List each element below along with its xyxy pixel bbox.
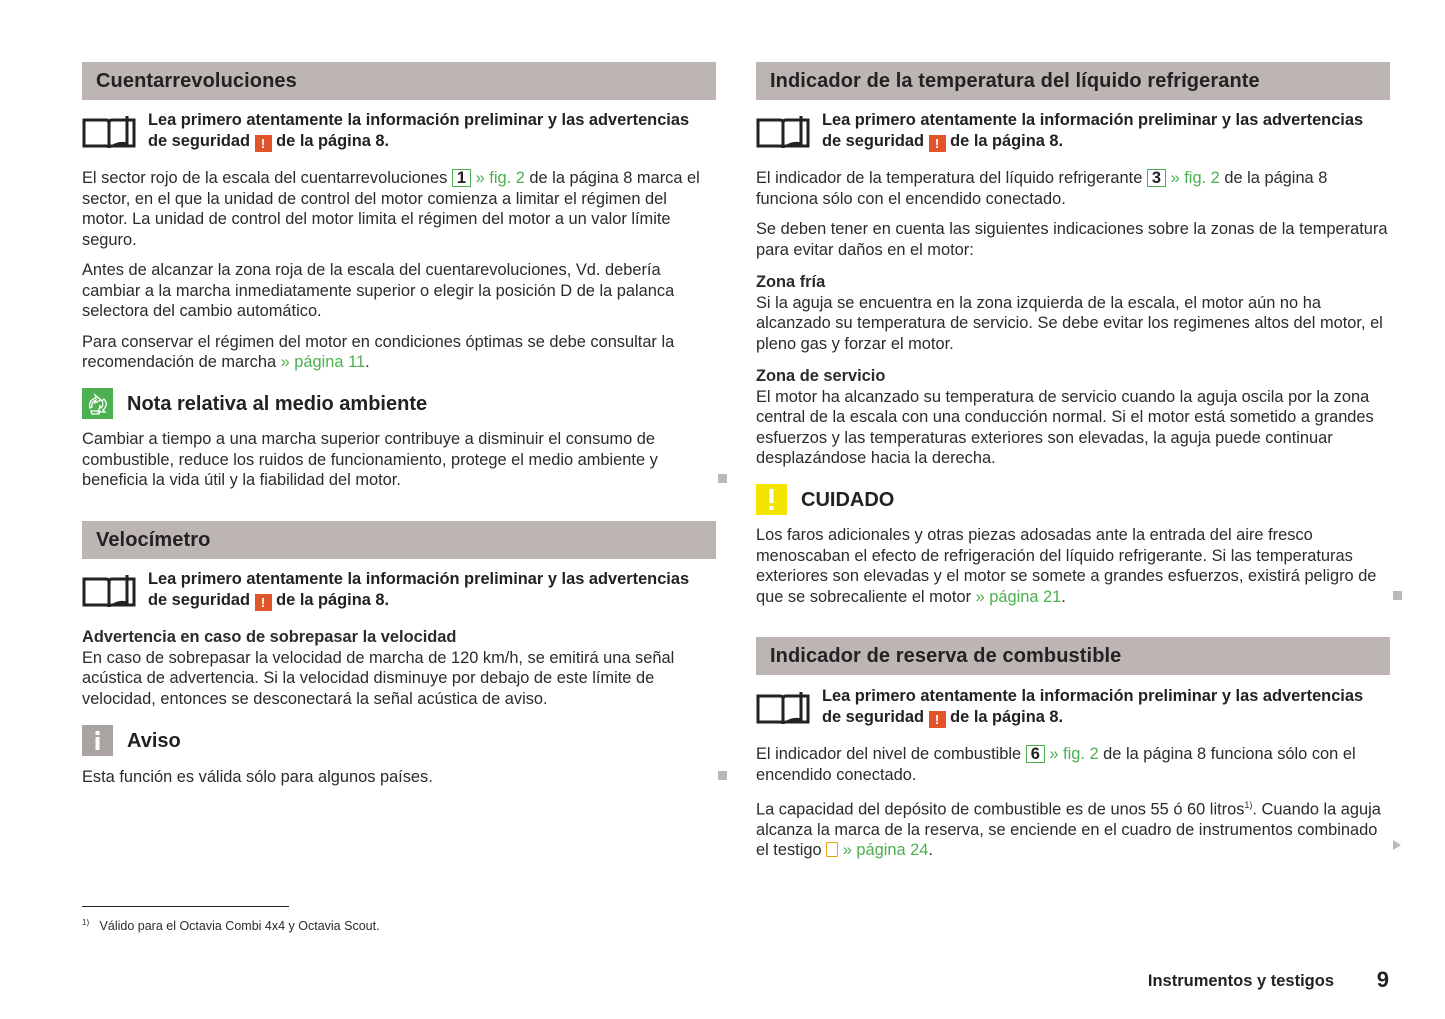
footer-section-title: Instrumentos y testigos	[1147, 972, 1334, 990]
subheading: Advertencia en caso de sobrepasar la velocidad	[82, 628, 457, 646]
figure-link[interactable]: » fig. 2	[475, 169, 525, 187]
note-title: CUIDADO	[801, 489, 895, 511]
notice-text: Lea primero atentamente la información preliminar y las advertencias	[822, 111, 1364, 129]
environment-icon	[82, 388, 113, 419]
figure-link[interactable]: » fig. 2	[1170, 169, 1220, 187]
subheading: Zona fría	[756, 273, 826, 291]
page-link[interactable]: » página 24	[842, 841, 929, 860]
figure-callout: 3	[1147, 169, 1166, 187]
figure-callout: 6	[1026, 745, 1045, 763]
notice-text: de seguridad	[148, 131, 251, 150]
note-text: Esta función es válida sólo para algunos países.	[82, 768, 433, 786]
notice-text: Lea primero atentamente la información preliminar y las advertencias	[822, 687, 1364, 705]
caution-note	[756, 484, 1390, 516]
book-icon	[82, 114, 136, 150]
warning-icon: !	[255, 594, 272, 611]
book-icon	[756, 690, 810, 726]
page-number: 9	[1376, 967, 1389, 992]
section-header-fuel: Indicador de reserva de combustible	[756, 637, 1390, 675]
footnote-divider	[82, 906, 289, 907]
fuel-pump-icon	[826, 842, 838, 857]
paragraph	[82, 627, 716, 709]
footnote: $^{1)}$ Válido para el Octavia Combi 4x4 y Octavia Scout.	[82, 918, 380, 934]
paragraph: En caso de sobrepasar la velocidad de marcha de 120 km/h, se emitirá una señal acústica de advertencia. Si la velocidad disminuye por debajo de este límite de velocidad, entonces se desconectará la señal acústica de aviso.	[82, 648, 675, 708]
continue-arrow-icon	[1393, 840, 1401, 850]
subheading: Zona de servicio	[756, 367, 886, 385]
environment-note	[82, 388, 716, 420]
section-end-marker	[718, 474, 727, 483]
notice-text: de seguridad	[822, 131, 925, 150]
note-text: Cambiar a tiempo a una marcha superior contribuye a disminuir el consumo de combustible, reduce los ruidos de funcionamiento, protege el medio ambiente y beneficia la vida útil y la fiabilidad del motor.	[82, 430, 658, 489]
section-header-coolant: Indicador de la temperatura del líquido refrigerante	[756, 62, 1390, 100]
note-title: Aviso	[127, 730, 181, 752]
footnote-ref: 1)	[1244, 800, 1253, 810]
paragraph: Antes de alcanzar la zona roja de la escala del cuentarevoluciones, Vd. debería cambiar a la marcha inmediatamente superior o elegir la posición D de la palanca selectora del cambio automático.	[82, 261, 675, 320]
notice-text: Lea primero atentamente la información preliminar y las advertencias	[148, 570, 690, 588]
safety-notice	[756, 686, 1390, 730]
notice-text: Lea primero atentamente la información preliminar y las advertencias	[148, 111, 690, 129]
notice-text: de la página 8.	[276, 131, 390, 150]
page-link[interactable]: » página 21	[975, 587, 1062, 606]
book-icon	[82, 573, 136, 609]
notice-text: de la página 8.	[950, 707, 1064, 726]
figure-link[interactable]: » fig. 2	[1049, 745, 1099, 763]
paragraph: El indicador del nivel de combustible 6 » fig. 2 de la página 8 funciona sólo con el encendido conectado. La capacidad del depósito de combustible es de unos 55 ó 60 litros$^{1)}$. Cuando la aguja alcanza la marca de la reserva, se enciende en el cuadro de instrumentos combinado el testigo » página 24.	[756, 745, 1381, 860]
section-header-speedometer: Velocímetro	[82, 521, 716, 559]
section-header-tachometer: Cuentarrevoluciones	[82, 62, 716, 100]
warning-icon: !	[929, 711, 946, 728]
caution-icon	[756, 484, 787, 515]
notice-text: de la página 8.	[276, 590, 390, 609]
paragraph: Se deben tener en cuenta las siguientes indicaciones sobre la zonas de la temperatura para evitar daños en el motor:	[756, 220, 1388, 259]
safety-notice	[756, 110, 1390, 154]
info-note	[82, 725, 716, 757]
notice-text: de seguridad	[822, 707, 925, 726]
note-title: Nota relativa al medio ambiente	[127, 393, 428, 415]
paragraph: El motor ha alcanzado su temperatura de servicio cuando la aguja oscila por la zona central de la escala con una conducción normal. Si el motor está sometido a grandes esfuerzos y las temperaturas exteriores son elevadas, la aguja puede continuar desplazándose hacia la derecha.	[756, 387, 1374, 467]
paragraph: Si la aguja se encuentra en la zona izquierda de la escala, el motor aún no ha alcanzado su temperatura de servicio. Se debe evitar los regimenes altos del motor, el pleno gas y forzar el motor.	[756, 293, 1383, 353]
book-icon	[756, 114, 810, 150]
paragraph: El indicador de la temperatura del líquido refrigerante 3 » fig. 2 de la página 8 funciona sólo con el encendido conectado. Se deben tener en cuenta las siguientes indicaciones sobre la zonas de la temperatura para evitar daños en el motor: Zona fría Si la aguja se encuentra en la zona izquierda de la escala, el motor aún no ha alcanzado su temperatura de servicio. Se debe evitar los regimenes altos del motor, el pleno gas y forzar el motor. Zona de servicio El motor ha alcanzado su temperatura de servicio cuando la aguja oscila por la zona central de la escala con una conducción normal. Si el motor está sometido a grandes esfuerzos y las temperaturas exteriores son elevadas, la aguja puede continuar desplazándose hacia la derecha.	[756, 168, 1390, 469]
warning-icon: !	[255, 135, 272, 152]
safety-notice	[82, 569, 716, 613]
section-end-marker	[718, 771, 727, 780]
notice-text: de la página 8.	[950, 131, 1064, 150]
section-end-marker	[1393, 591, 1402, 600]
page-link[interactable]: » página 11	[280, 353, 366, 371]
note-text: Los faros adicionales y otras piezas adosadas ante la entrada del aire fresco menoscaban el efecto de refrigeración del líquido refrigerante. Si las temperaturas exteriores son elevadas y el motor se somete a grandes esfuerzos, existirá peligro de que se sobrecaliente el motor » página 21.	[756, 526, 1377, 606]
safety-notice	[82, 110, 716, 154]
notice-text: de seguridad	[148, 590, 251, 609]
warning-icon: !	[929, 135, 946, 152]
figure-callout: 1	[452, 169, 471, 187]
paragraph: El sector rojo de la escala del cuentarrevoluciones 1 » fig. 2 de la página 8 marca el sector, en el que la unidad de control del motor comienza a limitar el régimen del motor. La unidad de control del motor limita el régimen del motor a un valor límite seguro. Antes de alcanzar la zona roja de la escala del cuentarevoluciones, Vd. debería cambiar a la marcha inmediatamente superior o elegir la posición D de la palanca selectora del cambio automático. Para conservar el régimen del motor en condiciones óptimas se debe consultar la recomendación de marcha » página 11.	[82, 168, 716, 373]
info-icon	[82, 725, 113, 756]
